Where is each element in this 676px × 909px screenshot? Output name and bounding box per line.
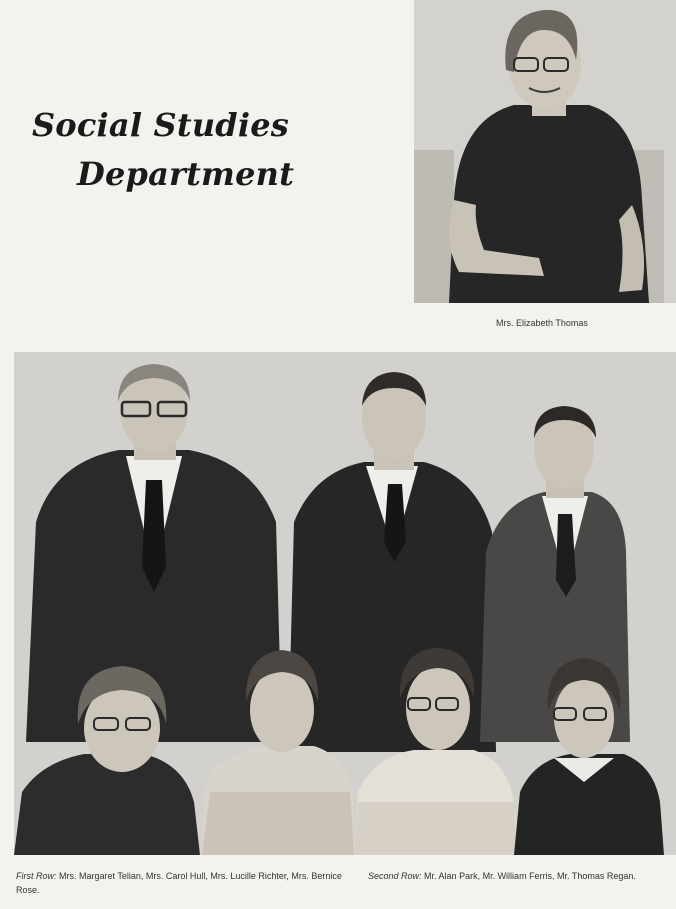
group-photo-drawing [14, 352, 676, 855]
caption-first-row-label: First Row: [16, 871, 57, 881]
caption-first-row-names: Mrs. Margaret Telian, Mrs. Carol Hull, Mrs. Lucille Richter, Mrs. Bernice Rose. [16, 871, 342, 895]
portrait-photo [414, 0, 676, 303]
page-title-line-1: Social Studies [32, 106, 289, 144]
portrait-caption: Mrs. Elizabeth Thomas [496, 318, 588, 328]
caption-second-row [368, 869, 673, 883]
page-title-line-2: Department [77, 155, 295, 193]
group-photo [14, 352, 676, 855]
portrait-photo-drawing [414, 0, 676, 303]
caption-second-row-label: Second Row: [368, 871, 422, 881]
caption-first-row [16, 869, 346, 897]
caption-second-row-names: Mr. Alan Park, Mr. William Ferris, Mr. Thomas Regan. [424, 871, 636, 881]
